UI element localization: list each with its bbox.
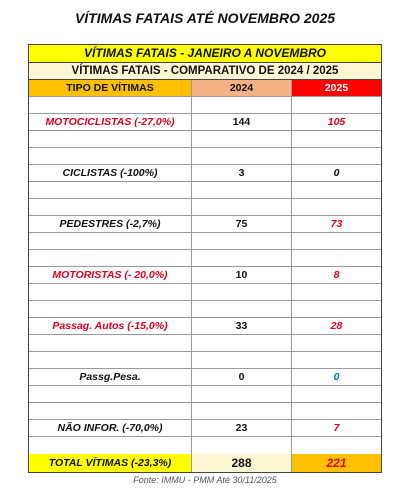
row-label: [29, 182, 192, 198]
row-label: Passag. Autos (-15,0%): [29, 318, 192, 334]
row-label: [29, 233, 192, 249]
row-value-2024: [192, 250, 292, 266]
row-label: [29, 199, 192, 215]
table-row: [29, 318, 381, 335]
table-row: [29, 199, 381, 216]
row-value-2024: [192, 233, 292, 249]
table-row: [29, 369, 381, 386]
row-value-2025: [292, 335, 381, 351]
table-row: [29, 267, 381, 284]
table-row: [29, 182, 381, 199]
row-value-2025: [292, 386, 381, 402]
table-row: [29, 437, 381, 454]
table-row: [29, 335, 381, 352]
row-label: NÃO INFOR. (-70,0%): [29, 420, 192, 436]
total-2025: 221: [292, 454, 381, 472]
row-label: Passg.Pesa.: [29, 369, 192, 385]
table-row: [29, 216, 381, 233]
row-value-2025: [292, 301, 381, 317]
row-value-2024: 75: [192, 216, 292, 232]
row-value-2025: 7: [333, 422, 340, 434]
table-row: [29, 403, 381, 420]
row-value-2025: [292, 97, 381, 113]
row-value-2025: 8: [333, 269, 340, 281]
row-value-2024: [192, 284, 292, 300]
row-label: MOTORISTAS (- 20,0%): [29, 267, 192, 283]
row-value-2024: [192, 97, 292, 113]
row-value-2024: [192, 386, 292, 402]
column-header-row: [29, 80, 381, 97]
row-label: [29, 437, 192, 454]
row-value-2025: [292, 284, 381, 300]
row-value-2024: 10: [192, 267, 292, 283]
table-row: [29, 148, 381, 165]
row-value-2025: [292, 131, 381, 147]
page-title: VÍTIMAS FATAIS ATÉ NOVEMBRO 2025: [74, 10, 336, 26]
row-label: [29, 148, 192, 164]
row-value-2024: [192, 199, 292, 215]
row-value-2025: 105: [327, 116, 346, 128]
row-label: [29, 352, 192, 368]
row-value-2025: [292, 148, 381, 164]
source-note: Fonte: IMMU - PMM Até 30/11/2025: [133, 475, 277, 485]
row-label: [29, 97, 192, 113]
row-value-2024: [192, 131, 292, 147]
table-sub-header: VÍTIMAS FATAIS - COMPARATIVO DE 2024 / 2025: [29, 63, 381, 80]
row-label: [29, 284, 192, 300]
row-value-2025: 0: [333, 167, 340, 179]
row-value-2025: 28: [330, 320, 343, 332]
row-label: [29, 335, 192, 351]
row-value-2024: 0: [192, 369, 292, 385]
row-value-2024: [192, 335, 292, 351]
table-row: [29, 131, 381, 148]
row-label: CICLISTAS (-100%): [29, 165, 192, 181]
row-value-2025: [292, 199, 381, 215]
row-value-2025: [292, 233, 381, 249]
row-value-2025: [292, 182, 381, 198]
table-row: [29, 97, 381, 114]
row-label: [29, 131, 192, 147]
row-label: [29, 250, 192, 266]
total-label: TOTAL VÍTIMAS (-23,3%): [29, 454, 192, 472]
table-row: [29, 250, 381, 267]
row-value-2025: [292, 403, 381, 419]
table-main-header: VÍTIMAS FATAIS - JANEIRO A NOVEMBRO: [29, 45, 381, 63]
table-row: [29, 352, 381, 369]
table-row: [29, 284, 381, 301]
row-label: [29, 301, 192, 317]
fatalities-table: [28, 44, 382, 473]
column-header-2025: 2025: [292, 80, 381, 96]
row-label: [29, 386, 192, 402]
total-row: [29, 454, 381, 472]
table-row: [29, 165, 381, 182]
total-2024: 288: [192, 454, 292, 472]
table-row: [29, 114, 381, 131]
row-value-2025: [292, 352, 381, 368]
row-value-2025: 0: [333, 371, 340, 383]
row-label: PEDESTRES (-2,7%): [29, 216, 192, 232]
row-value-2025: 73: [330, 218, 343, 230]
row-value-2024: [192, 403, 292, 419]
row-value-2025: [292, 437, 381, 454]
row-value-2024: 144: [192, 114, 292, 130]
table-row: [29, 301, 381, 318]
row-value-2025: [292, 250, 381, 266]
table-body: [29, 97, 381, 454]
row-label: [29, 403, 192, 419]
table-row: [29, 420, 381, 437]
column-header-type: TIPO DE VÍTIMAS: [29, 80, 192, 96]
table-row: [29, 233, 381, 250]
row-value-2024: 33: [192, 318, 292, 334]
row-value-2024: [192, 301, 292, 317]
row-value-2024: [192, 148, 292, 164]
row-value-2024: 3: [192, 165, 292, 181]
row-value-2024: [192, 182, 292, 198]
table-row: [29, 386, 381, 403]
row-label: MOTOCICLISTAS (-27,0%): [29, 114, 192, 130]
column-header-2024: 2024: [192, 80, 292, 96]
row-value-2024: 23: [192, 420, 292, 436]
row-value-2024: [192, 352, 292, 368]
row-value-2024: [192, 437, 292, 454]
